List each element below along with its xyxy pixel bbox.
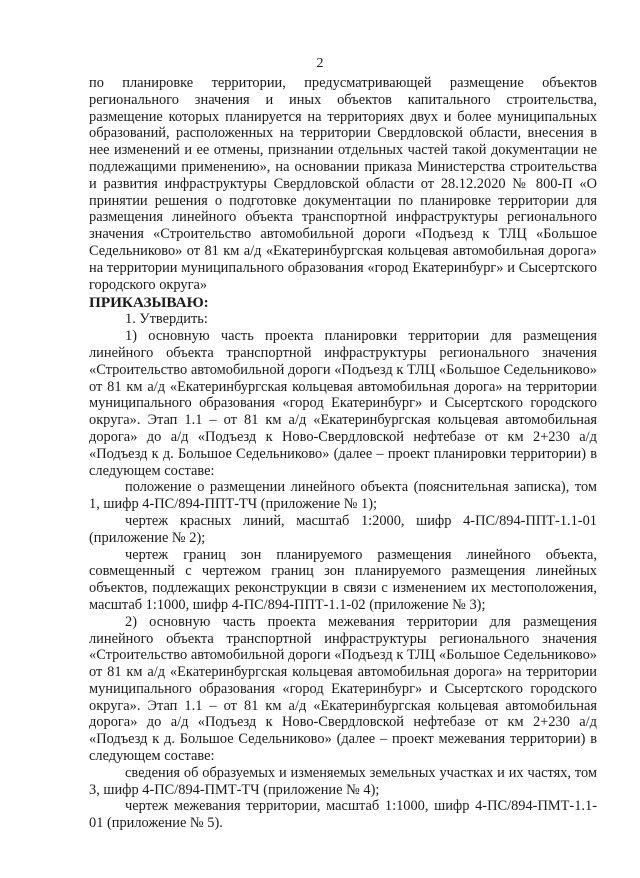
clause-1-2-paragraph: 2) основную часть проекта межевания территории для размещения линейного объекта транспортной инфраструктуры регионального значения «Строительство автомобильной дороги «Подъезд к ТЛЦ «Большое Седельниково» от 81 км а/д «Екатеринбургская кольцевая автомобильная дорога» на территории муниципального образования «город Екатеринбург» и Сысертского городского округа». Этап 1.1 – от 81 км а/д «Екатеринбургская кольцевая автомобильная дорога» до а/д «Подъезд к Ново-Свердловской нефтебазе от км 2+230 а/д «Подъезд к д. Большое Седельниково» (далее – проект межевания территории) в следующем составе: bbox=[89, 613, 597, 765]
clause-1-2-item-land-plots: сведения об образуемых и изменяемых земельных участках и их частях, том 3, шифр 4-ПС/894-ПМТ-ТЧ (приложение № 4); bbox=[89, 764, 597, 798]
page-number: 2 bbox=[316, 56, 324, 71]
clause-1-2-item-surveying-drawing: чертеж межевания территории, масштаб 1:1000, шифр 4-ПС/894-ПМТ-1.1-01 (приложение № 5). bbox=[89, 798, 597, 832]
clause-1-1-paragraph: 1) основную часть проекта планировки территории для размещения линейного объекта транспортной инфраструктуры регионального значения «Строительство автомобильной дороги «Подъезд к ТЛЦ «Большое Седельниково» от 81 км а/д «Екатеринбургская кольцевая автомобильная дорога» на территории муниципального образования «город Екатеринбург» и Сысертского городского округа». Этап 1.1 – от 81 км а/д «Екатеринбургская кольцевая автомобильная дорога» до а/д «Подъезд к Ново-Свердловской нефтебазе от км 2+230 а/д «Подъезд к д. Большое Седельниково» (далее – проект планировки территории) в следующем составе: bbox=[89, 328, 597, 479]
clause-1-1-item-red-lines-drawing: чертеж красных линий, масштаб 1:2000, шифр 4-ПС/894-ППТ-1.1-01 (приложение № 2); bbox=[89, 512, 597, 546]
document-body bbox=[89, 75, 597, 832]
decree-heading: ПРИКАЗЫВАЮ: bbox=[89, 294, 209, 312]
clause-1-1-item-zones-drawing: чертеж границ зон планируемого размещения линейного объекта, совмещенный с чертежом границ зон планируемого размещения линейных объектов, подлежащих реконструкции в связи с изменением их местоположения, масштаб 1:1000, шифр 4-ПС/894-ППТ-1.1-02 (приложение № 3); bbox=[89, 546, 597, 613]
clause-1-heading: 1. Утвердить: bbox=[125, 311, 208, 328]
intro-paragraph: по планировке территории, предусматривающей размещение объектов регионального значения и иных объектов капитального строительства, размещение которых планируется на территориях двух и более муниципальных образований, расположенных на территории Свердловской области, внесения в нее изменений и ее отмены, признании отдельных частей такой документации не подлежащими применению», на основании приказа Министерства строительства и развития инфраструктуры Свердловской области от 28.12.2020 № 800-П «О принятии решения о подготовке документации по планировке территории для размещения линейного объекта транспортной инфраструктуры регионального значения «Строительство автомобильной дороги «Подъезд к ТЛЦ «Большое Седельниково» от 81 км а/д «Екатеринбургская кольцевая автомобильная дорога» на территории муниципального образования «город Екатеринбург» и Сысертского городского округа» bbox=[89, 75, 597, 293]
clause-1-1-item-explanatory-note: положение о размещении линейного объекта (пояснительная записка), том 1, шифр 4-ПС/894-ППТ-ТЧ (приложение № 1); bbox=[89, 479, 597, 513]
